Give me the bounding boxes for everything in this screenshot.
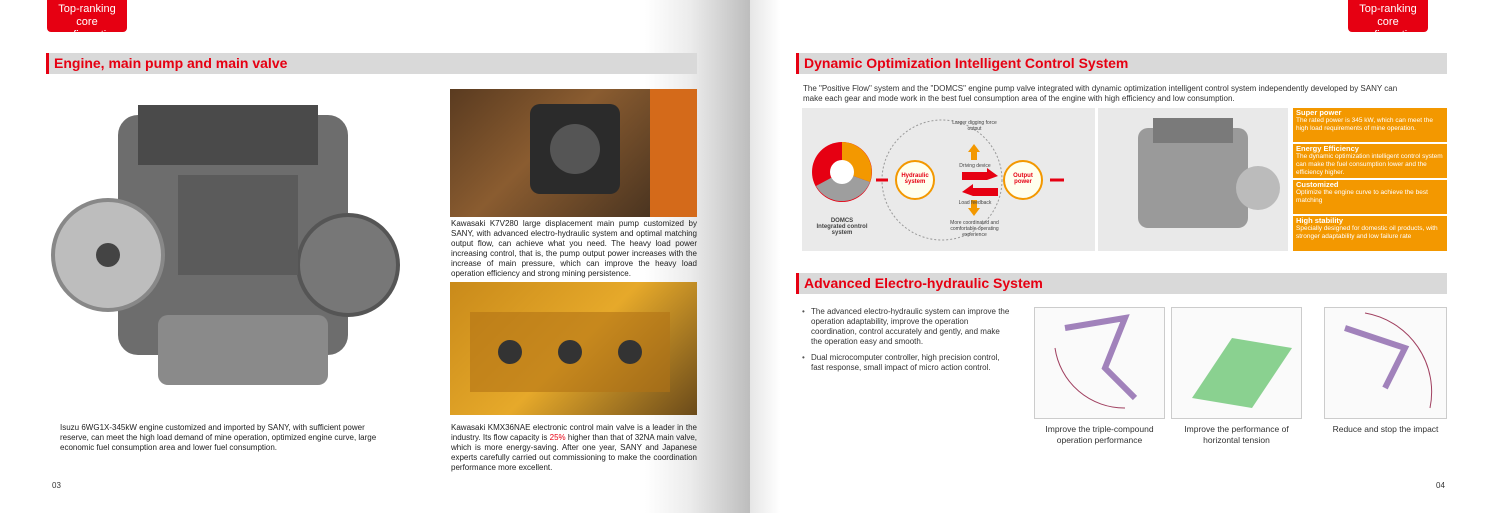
feature-high-stability [1293, 216, 1447, 251]
load-feedback-label: Load feedback [958, 200, 992, 206]
pump-caption: Kawasaki K7V280 large displacement main pump customized by SANY, with advanced electro-hydraulic system and optimal matching output flow, can achieve what you need. The heavy load power increasing control, that is, the pump output power increases with the increase of main pressure, which can improve the heavy load operation efficiency and strong mining persistence. [451, 219, 697, 278]
domcs-sublabel: Integrated control system [816, 224, 868, 236]
figure-caption: Reduce and stop the impact [1332, 424, 1439, 434]
main-valve-photo [450, 282, 697, 415]
figure-horizontal-tension [1171, 307, 1302, 419]
domcs-intro: The "Positive Flow" system and the "DOMCS" engine pump valve integrated with dynamic optimization intelligent control system independently developed by SANY can make each gear and mode work in the best fuel consumption area of the engine with high efficiency and low consumption. [803, 84, 1398, 103]
feature-super-power [1293, 108, 1447, 142]
page-number: 04 [1436, 481, 1445, 490]
feature-text: The dynamic optimization intelligent control system can make the fuel consumption lower and the efficiency higher. [1296, 153, 1443, 176]
section-tag: Top-ranking core configuration [47, 0, 127, 32]
valve-flow-highlight: 25% [549, 433, 566, 442]
feature-text: Optimize the engine curve to achieve the best matching [1296, 189, 1428, 204]
feature-customized [1293, 180, 1447, 214]
engine-photo [48, 95, 408, 405]
valve-caption [451, 423, 697, 473]
domcs-label: DOMCS [830, 218, 854, 224]
bullet-item: • The advanced electro-hydraulic system can improve the operation adaptability, improve the operation coordination, control accurately and gently, and make the operation easy and smooth. [802, 307, 1012, 347]
feature-title: High stability [1296, 216, 1344, 225]
hydraulic-system-node: Hydraulic system [901, 173, 929, 185]
driving-device-label: Driving device [959, 163, 991, 169]
feature-title: Super power [1296, 108, 1342, 117]
feature-text: The rated power is 345 kW, which can meet the high load requirements of mine operation. [1296, 117, 1433, 132]
section-title-electro-hydraulic: Advanced Electro-hydraulic System [796, 273, 1447, 294]
domcs-diagram [802, 108, 1095, 251]
section-title-domcs: Dynamic Optimization Intelligent Control System [796, 53, 1447, 74]
section-title: Engine, main pump and main valve [46, 53, 697, 74]
figure-caption: Improve the triple-compound operation performance [1045, 424, 1154, 445]
bullet-item: • Dual microcomputer controller, high precision control, fast response, small impact of micro action control. [802, 353, 1012, 373]
feature-bullets [802, 307, 1012, 379]
figure-caption: Improve the performance of horizontal tension [1184, 424, 1289, 445]
feature-energy-efficiency [1293, 144, 1447, 178]
output-power-node: Output power [1013, 173, 1033, 185]
figure-stop-impact [1324, 307, 1447, 419]
experience-text: More coordinated and comfortable operating experience [950, 220, 999, 238]
engine-render-photo [1098, 108, 1288, 251]
page-number: 03 [52, 481, 61, 490]
feature-title: Energy Efficiency [1296, 144, 1359, 153]
figure-triple-compound [1034, 307, 1165, 419]
engine-caption: Isuzu 6WG1X-345kW engine customized and imported by SANY, with sufficient power reserve, can meet the high load demand of mine operation, optimized engine curve, large economic fuel consumption area and lower fuel consumption. [60, 423, 377, 452]
right-page [750, 0, 1500, 513]
feature-text: Specially designed for domestic oil products, with stronger adaptability and low failure rate [1296, 225, 1438, 240]
valve-caption-text-end: higher than that of 32NA main valve, which is more energy-saving. After one year, SANY and Japanese experts carefully carried out commissioning to make the coordination performance more excellent. [451, 433, 697, 472]
valve-caption-text: Kawasaki KMX36NAE electronic control main valve is a leader in the industry. Its flow capacity is [451, 423, 697, 442]
section-tag: Top-ranking core configuration [1348, 0, 1428, 32]
digging-force-text: Larger digging force output [952, 120, 997, 132]
main-pump-photo [450, 89, 697, 217]
feature-title: Customized [1296, 180, 1339, 189]
